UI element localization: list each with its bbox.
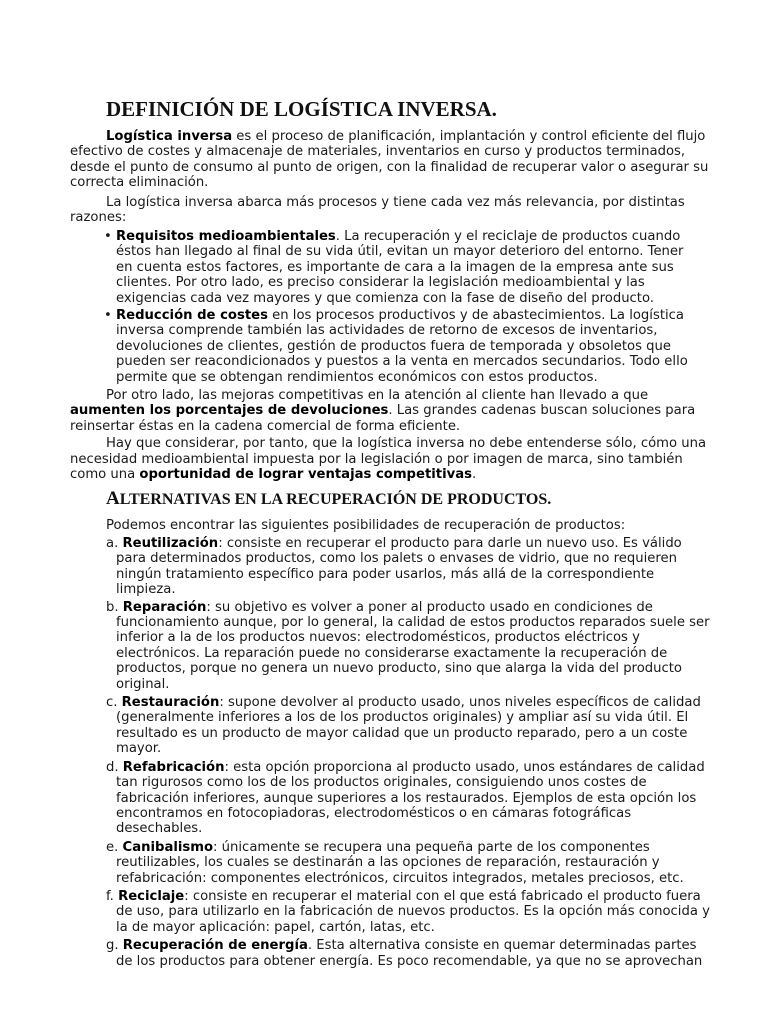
item-text: : supone devolver al producto usado, unos niveles específicos de calidad (generalmente inferiores a los de los productos originales) y ampliar así su vida útil. El resultado es un producto de mayor calidad que un producto reparado, pero a un coste mayor. xyxy=(116,695,701,757)
intro-term: Logística inversa xyxy=(106,129,233,144)
bullet-icon: • xyxy=(104,308,112,324)
item-letter: g. xyxy=(106,938,119,954)
bullet-icon: • xyxy=(104,229,112,244)
item-title: Canibalismo xyxy=(122,839,214,855)
reason-item xyxy=(104,308,704,385)
paragraph-text: . xyxy=(471,467,477,483)
paragraph-devoluciones xyxy=(70,388,710,434)
reason-text: en los procesos productivos y de abastecimientos. La logística inversa comprende también las actividades de retorno de excesos de inventarios, devoluciones de clientes, gestión de productos fuera de temporada y obsoletos que pueden ser reacondicionados y puestos a la venta en mercados secundarios. Todo ello permite que se obtengan rendimientos económicos con estos productos. xyxy=(116,308,688,385)
alternative-item xyxy=(106,695,710,757)
reason-item xyxy=(104,229,704,306)
closing-block xyxy=(70,388,710,482)
item-title: Restauración xyxy=(121,695,220,711)
alternatives-list xyxy=(106,536,710,969)
intro-definition: es el proceso de planificación, implantación y control eficiente del flujo efectivo de costes y almacenaje de materiales, inventarios en curso y productos terminados, desde el punto de consumo al punto de origen, con la finalidad de recuperar valor o asegurar su correcta eliminación. xyxy=(70,129,709,191)
paragraph-text: Por otro lado, las mejoras competitivas en la atención al cliente han llevado a que xyxy=(106,388,649,403)
alternative-item xyxy=(106,840,710,886)
item-title: Reutilización xyxy=(122,536,219,551)
item-text: : consiste en recuperar el producto para darle un nuevo uso. Es válido para determinados productos, como los palets o envases de vidrio, que no requieren ningún tratamiento específico para poder usarlos, más allá de la correspondiente limpieza. xyxy=(116,536,682,598)
item-text: : consiste en recuperar el material con el que está fabricado el producto fuera de uso, para utilizarlo en la fabricación de nuevos productos. Es la opción más conocida y la de mayor aplicación: papel, cartón, latas, etc. xyxy=(116,888,710,935)
item-text: : su objetivo es volver a poner al producto usado en condiciones de funcionamiento aunque, por lo general, la calidad de estos productos reparados suele ser inferior a la de los productos nuevos: electrodomésticos, productos eléctricos y electrónicos. La reparación puede no considerarse exactamente la recuperación de productos, porque no genera un nuevo producto, sino que alarga la vida del producto original. xyxy=(116,599,710,692)
section-title-initial: A xyxy=(106,488,120,509)
paragraph-text: Hay que considerar, por tanto, que la logística inversa no debe entenderse sólo, cómo una necesidad medioambiental impuesta por la legislación o por imagen de marca, sino también como una xyxy=(70,436,707,483)
highlight-text: aumenten los porcentajes de devoluciones xyxy=(70,403,389,419)
alternative-item xyxy=(106,938,710,969)
item-title: Reparación xyxy=(122,599,207,615)
paragraph-oportunidad xyxy=(70,436,710,482)
intro-paragraph-2: La logística inversa abarca más procesos y tiene cada vez más relevancia, por distintas razones: xyxy=(70,194,685,226)
intro-paragraph-1 xyxy=(70,129,710,191)
section-title-rest: LTERNATIVAS EN LA RECUPERACIÓN DE PRODUCTOS. xyxy=(119,491,552,508)
reason-text: . La recuperación y el reciclaje de productos cuando éstos han llegado al final de su vida útil, evitan un mayor deterioro del entorno. Tener en cuenta estos factores, es importante de cara a la imagen de la empresa ante sus clientes. Por otro lado, es preciso considerar la legislación medioambiental y las exigencias cada vez mayores y que comienza con la fase de diseño del producto. xyxy=(116,229,684,306)
reason-title: Reducción de costes xyxy=(116,308,268,324)
alternative-item xyxy=(106,536,710,598)
reason-title: Requisitos medioambientales xyxy=(116,229,336,244)
alternative-item xyxy=(106,889,710,935)
item-letter: d. xyxy=(106,759,119,775)
intro-block xyxy=(70,129,710,225)
alternative-item xyxy=(106,760,710,837)
item-letter: c. xyxy=(106,695,118,711)
section-intro: Podemos encontrar las siguientes posibilidades de recuperación de productos: xyxy=(106,518,626,533)
item-letter: a. xyxy=(106,536,119,551)
document-title: DEFINICIÓN DE LOGÍSTICA INVERSA. xyxy=(106,97,497,121)
item-text: : esta opción proporciona al producto usado, unos estándares de calidad tan rigurosos como los de los productos originales, consiguiendo unos costes de fabricación inferiores, aunque superiores a los restaurados. Ejemplos de esta opción los encontramos en fotocopiadoras, electrodomésticos o en cámaras fotográficas desechables. xyxy=(116,759,705,837)
item-title: Recuperación de energía xyxy=(122,938,308,954)
paragraph-text: . Las grandes cadenas buscan soluciones para reinsertar éstas en la cadena comercial de forma eficiente. xyxy=(70,403,696,434)
item-text: . Esta alternativa consiste en quemar determinadas partes de los productos para obtener energía. Es poco recomendable, ya que no se aprovechan xyxy=(116,938,703,969)
item-letter: f. xyxy=(106,888,114,904)
item-text: : únicamente se recupera una pequeña parte de los componentes reutilizables, los cuales se destinarán a las opciones de reparación, restauración y refabricación: componentes electrónicos, circuitos integrados, metales preciosos, etc. xyxy=(116,839,684,886)
item-letter: e. xyxy=(106,839,119,855)
highlight-text: oportunidad de lograr ventajas competitivas xyxy=(139,467,472,483)
section-title xyxy=(106,488,551,511)
item-title: Reciclaje xyxy=(118,888,185,904)
reasons-list xyxy=(104,229,704,385)
alternative-item xyxy=(106,600,710,692)
item-title: Refabricación xyxy=(122,759,225,775)
item-letter: b. xyxy=(106,599,119,615)
